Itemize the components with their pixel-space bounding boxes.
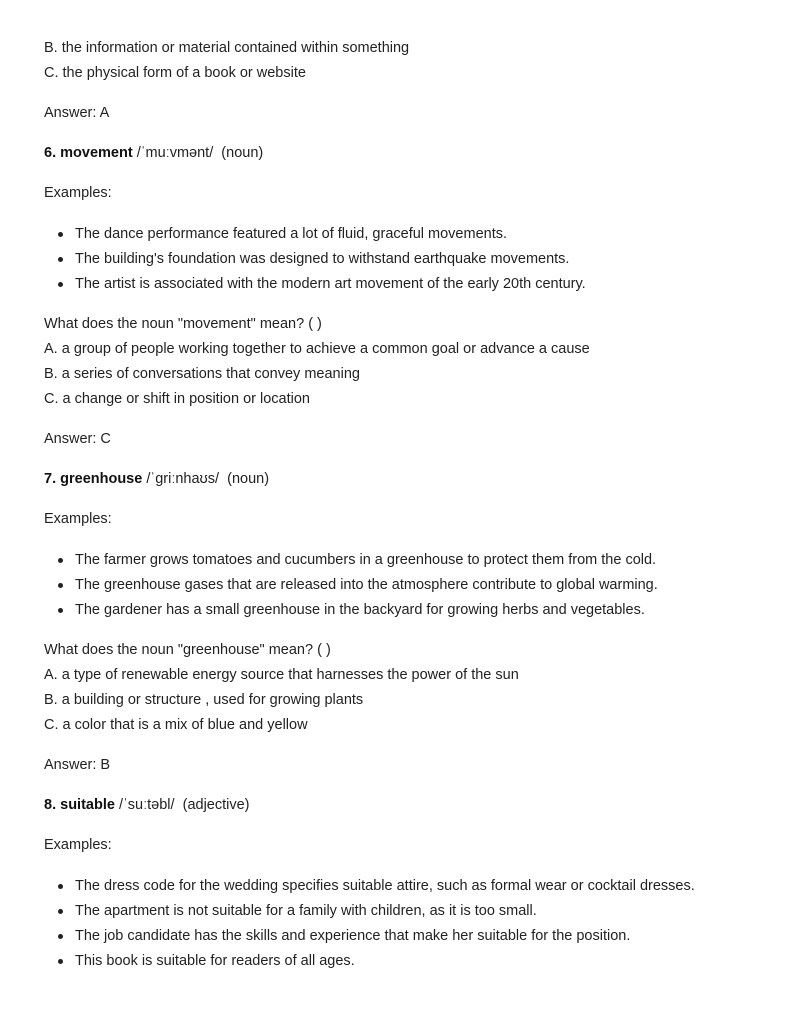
example-item (44, 951, 764, 976)
bullet-icon (58, 257, 63, 262)
bullet-icon (58, 884, 63, 889)
examples-label: Examples: (44, 185, 112, 201)
entry-heading (44, 469, 764, 494)
example-item (44, 901, 764, 926)
option-a: A. a type of renewable energy source that harnesses the power of the sun (44, 667, 519, 683)
entry-5-tail (44, 38, 764, 143)
answer: Answer: C (44, 431, 111, 447)
bullet-icon (58, 282, 63, 287)
example-text: The dance performance featured a lot of fluid, graceful movements. (75, 226, 508, 242)
bullet-icon (58, 583, 63, 588)
bullet-icon (58, 608, 63, 613)
bullet-icon (58, 959, 63, 964)
example-text: The greenhouse gases that are released into the atmosphere contribute to global warming. (75, 577, 658, 593)
entry-number: 6. (44, 145, 57, 161)
example-item (44, 575, 764, 600)
example-item (44, 224, 764, 249)
vocab-entry-7 (44, 469, 764, 795)
example-text: The building's foundation was designed to withstand earthquake movements. (75, 251, 570, 267)
example-text: The apartment is not suitable for a family with children, as it is too small. (75, 903, 537, 919)
option-c: C. the physical form of a book or website (44, 65, 306, 81)
example-item (44, 876, 764, 901)
vocab-entry-8 (44, 795, 764, 976)
example-item (44, 550, 764, 575)
entry-heading (44, 143, 764, 168)
entry-number: 8. (44, 797, 57, 813)
entry-word: suitable (60, 797, 115, 813)
bullet-icon (58, 934, 63, 939)
example-text: The job candidate has the skills and experience that make her suitable for the position. (75, 928, 631, 944)
option-c: C. a color that is a mix of blue and yellow (44, 717, 308, 733)
entry-phonetic: /ˈmuːvmənt/ (136, 145, 214, 161)
entry-word: greenhouse (60, 471, 143, 487)
vocab-entry-6 (44, 143, 764, 469)
entry-number: 7. (44, 471, 57, 487)
bullet-icon (58, 558, 63, 563)
bullet-icon (58, 232, 63, 237)
question: What does the noun "movement" mean? ( ) (44, 316, 322, 332)
entry-phonetic: /ˈsuːtəbl/ (118, 797, 175, 813)
question: What does the noun "greenhouse" mean? ( ) (44, 642, 331, 658)
example-text: The artist is associated with the modern art movement of the early 20th century. (75, 276, 586, 292)
worksheet-page (44, 38, 764, 976)
answer: Answer: A (44, 105, 110, 121)
examples-list (44, 224, 764, 299)
example-item (44, 926, 764, 951)
entry-phonetic: /ˈɡriːnhaʊs/ (146, 471, 220, 487)
entry-part-of-speech: (noun) (227, 471, 270, 487)
entry-part-of-speech: (adjective) (182, 797, 250, 813)
entry-word: movement (60, 145, 133, 161)
example-text: The farmer grows tomatoes and cucumbers in a greenhouse to protect them from the cold. (75, 552, 657, 568)
examples-label: Examples: (44, 511, 112, 527)
option-b: B. a series of conversations that convey meaning (44, 366, 360, 382)
example-item (44, 600, 764, 625)
option-c: C. a change or shift in position or location (44, 391, 310, 407)
bullet-icon (58, 909, 63, 914)
examples-label: Examples: (44, 837, 112, 853)
option-b: B. a building or structure , used for growing plants (44, 692, 364, 708)
example-text: This book is suitable for readers of all ages. (75, 953, 355, 969)
entry-heading (44, 795, 764, 820)
examples-list (44, 876, 764, 976)
option-b: B. the information or material contained within something (44, 40, 410, 56)
example-text: The gardener has a small greenhouse in the backyard for growing herbs and vegetables. (75, 602, 645, 618)
entry-part-of-speech: (noun) (221, 145, 264, 161)
example-text: The dress code for the wedding specifies suitable attire, such as formal wear or cocktail dresses. (75, 878, 695, 894)
example-item (44, 274, 764, 299)
answer: Answer: B (44, 757, 111, 773)
example-item (44, 249, 764, 274)
option-a: A. a group of people working together to achieve a common goal or advance a cause (44, 341, 590, 357)
examples-list (44, 550, 764, 625)
